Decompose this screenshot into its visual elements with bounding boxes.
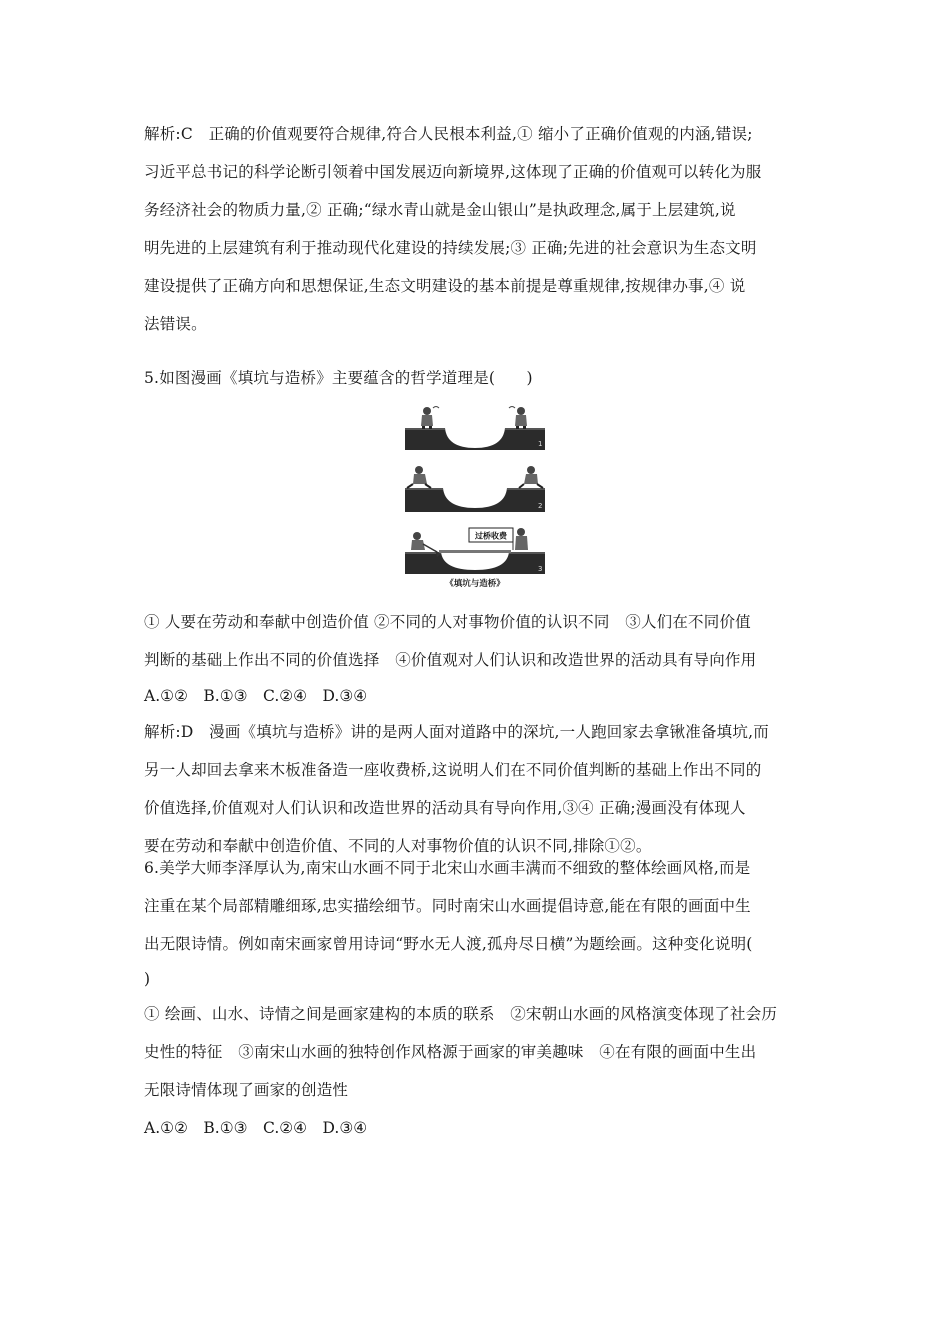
- q4-analysis-line-1: 解析:C 正确的价值观要符合规律,符合人民根本利益,① 缩小了正确价值观的内涵,错误;: [144, 125, 753, 143]
- q6-body: [144, 849, 810, 1147]
- q6-options: A.①② B.①③ C.②④ D.③④: [144, 1119, 368, 1137]
- cartoon-panel-1: [405, 407, 545, 451]
- q5-analysis-line-1: 解析:D 漫画《填坑与造桥》讲的是两人面对道路中的深坑,一人跑回家去拿锹准备填坑,而: [144, 723, 769, 741]
- cartoon-caption: 《填坑与造桥》: [445, 579, 505, 589]
- panel-number-2: 2: [538, 502, 543, 510]
- q4-analysis-line-6: 法错误。: [144, 315, 207, 333]
- q6-stem-line-2: 注重在某个局部精雕细琢,忠实描绘细节。同时南宋山水画提倡诗意,能在有限的画面中生: [144, 897, 751, 915]
- toll-sign-text: 过桥收费: [475, 531, 507, 541]
- q5-stem-line: 5.如图漫画《填坑与造桥》主要蕴含的哲学道理是( ): [144, 369, 533, 387]
- q5-statement-line-1: ① 人要在劳动和奉献中创造价值 ②不同的人对事物价值的认识不同 ③人们在不同价值: [144, 613, 751, 631]
- q4-analysis-line-3: 务经济社会的物质力量,② 正确;“绿水青山就是金山银山”是执政理念,属于上层建筑,说: [144, 201, 736, 219]
- q6-statement-line-1: ① 绘画、山水、诗情之间是画家建构的本质的联系 ②宋朝山水画的风格演变体现了社会历: [144, 1005, 778, 1023]
- q5-analysis-line-3: 价值选择,价值观对人们认识和改造世界的活动具有导向作用,③④ 正确;漫画没有体现人: [144, 799, 746, 817]
- q5-statement-line-2: 判断的基础上作出不同的价值选择 ④价值观对人们认识和改造世界的活动具有导向作用: [144, 651, 757, 669]
- q6-statement-line-3: 无限诗情体现了画家的创造性: [144, 1081, 349, 1099]
- cartoon-panel-2: [405, 466, 545, 512]
- panel-number-3: 3: [538, 565, 543, 573]
- q4-analysis-line-5: 建设提供了正确方向和思想保证,生态文明建设的基本前提是尊重规律,按规律办事,④ 说: [144, 277, 746, 295]
- q5-stem: [144, 359, 810, 397]
- panel-number-1: 1: [538, 440, 543, 448]
- q5-analysis-line-2: 另一人却回去拿来木板准备造一座收费桥,这说明人们在不同价值判断的基础上作出不同的: [144, 761, 762, 779]
- q4-analysis-line-2: 习近平总书记的科学论断引领着中国发展迈向新境界,这体现了正确的价值观可以转化为服: [144, 163, 762, 181]
- q6-statement-line-2: 史性的特征 ③南宋山水画的独特创作风格源于画家的审美趣味 ④在有限的画面中生出: [144, 1043, 757, 1061]
- q6-stem-line-3: 出无限诗情。例如南宋画家曾用诗词“野水无人渡,孤舟尽日横”为题绘画。这种变化说明(: [144, 935, 753, 953]
- q6-stem-line-4: ): [144, 970, 151, 988]
- q5-options: A.①② B.①③ C.②④ D.③④: [144, 687, 368, 705]
- q4-analysis-line-4: 明先进的上层建筑有利于推动现代化建设的持续发展;③ 正确;先进的社会意识为生态文明: [144, 239, 757, 257]
- cartoon-panel-3: [405, 528, 545, 574]
- q6-stem-line-1: 6.美学大师李泽厚认为,南宋山水画不同于北宋山水画丰满而不细致的整体绘画风格,而是: [144, 859, 751, 877]
- cartoon-figure: [403, 402, 547, 590]
- q4-analysis: [144, 115, 810, 343]
- q5-analysis-line-4: 要在劳动和奉献中创造价值、不同的人对事物价值的认识不同,排除①②。: [144, 837, 652, 855]
- q5-body: [144, 603, 810, 865]
